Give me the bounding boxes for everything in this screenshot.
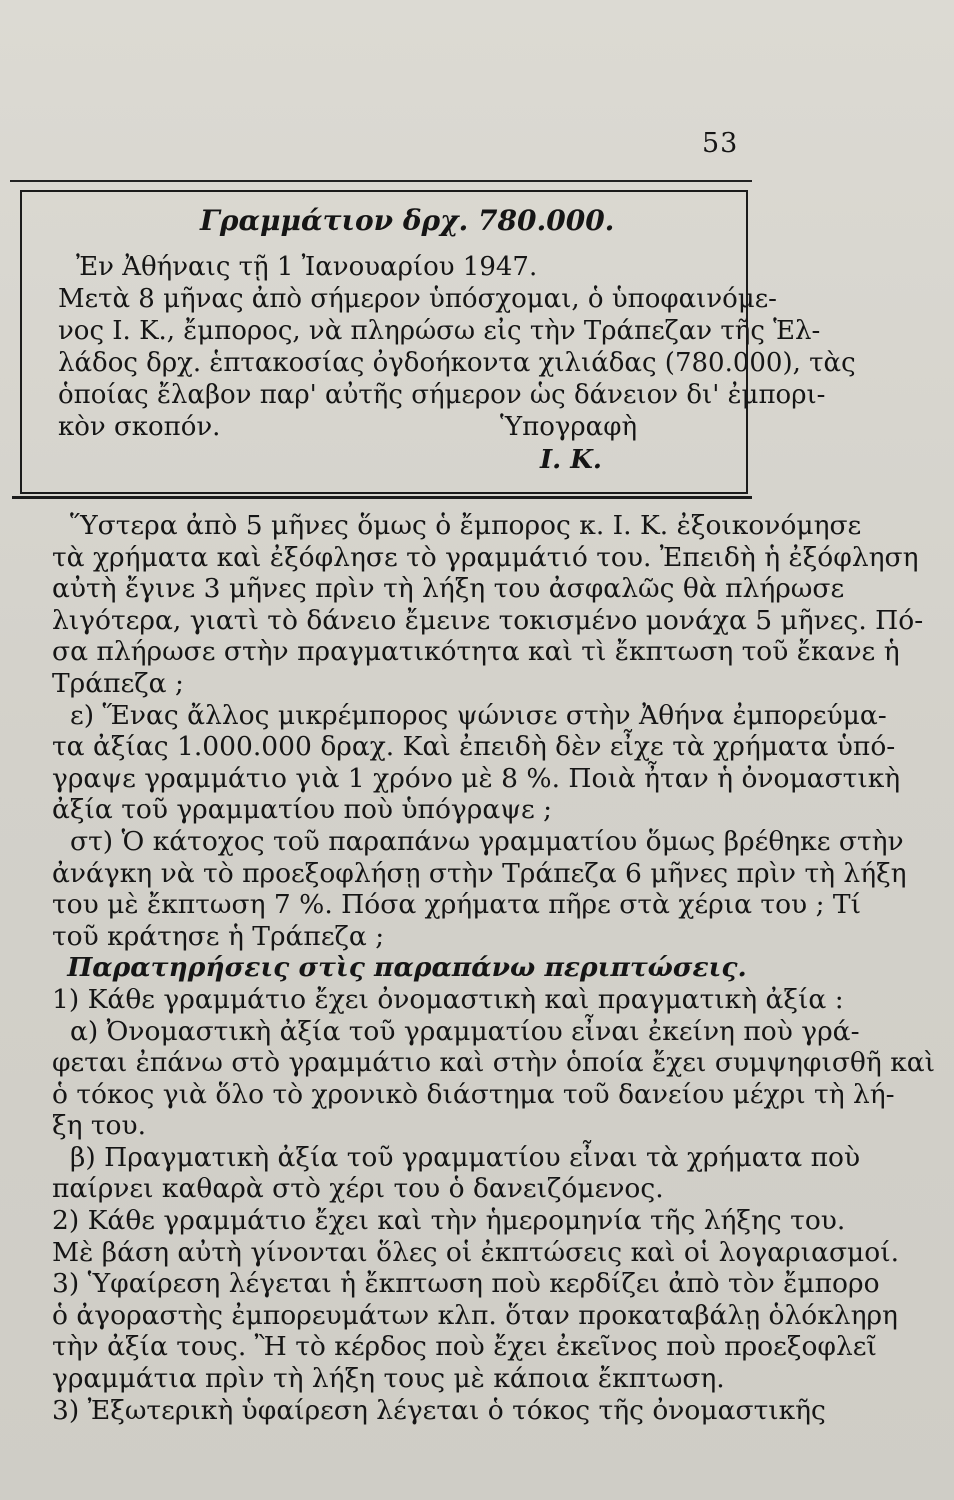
text-line: γραψε γραμμάτιο γιὰ 1 χρόνο μὲ 8 %. Ποιὰ ἦταν ἡ ὀνομαστικὴ bbox=[52, 762, 901, 794]
text-line: τὴν ἀξία τους. Ἢ τὸ κέρδος ποὺ ἔχει ἐκεῖνος ποὺ προεξοφλεῖ bbox=[52, 1331, 877, 1363]
promissory-note-title: Γραμμάτιον δρχ. 780.000. bbox=[200, 204, 615, 237]
text-line: α) Ὀνομαστικὴ ἀξία τοῦ γραμματίου εἶναι ἐκείνη ποὺ γρά- bbox=[70, 1015, 860, 1047]
text-line: ε) Ἕνας ἄλλος μικρέμπορος ψώνισε στὴν Ἀθήνα ἐμπορεύμα- bbox=[70, 699, 887, 731]
note-line: Μετὰ 8 μῆνας ἀπὸ σήμερον ὑπόσχομαι, ὁ ὑποφαινόμε- bbox=[58, 284, 777, 314]
body-text bbox=[52, 510, 936, 1426]
text-line: Τράπεζα ; bbox=[52, 667, 184, 699]
top-rule bbox=[10, 180, 752, 182]
bottom-rule bbox=[12, 496, 752, 499]
text-line: του μὲ ἔκπτωση 7 %. Πόσα χρήματα πῆρε στὰ χέρια του ; Τί bbox=[52, 889, 862, 921]
text-line: τα ἀξίας 1.000.000 δραχ. Καὶ ἐπειδὴ δὲν εἶχε τὰ χρήματα ὑπό- bbox=[52, 731, 896, 763]
text-line: αὐτὴ ἔγινε 3 μῆνες πρὶν τὴ λήξη του ἀσφαλῶς θὰ πλήρωσε bbox=[52, 573, 845, 605]
text-line: ἀξία τοῦ γραμματίου ποὺ ὑπόγραψε ; bbox=[52, 794, 553, 826]
text-line: τὰ χρήματα καὶ ἐξόφλησε τὸ γραμμάτιό του. Ἐπειδὴ ἡ ἐξόφληση bbox=[52, 541, 919, 573]
text-line: 3) Ὑφαίρεση λέγεται ἡ ἔκπτωση ποὺ κερδίζει ἀπὸ τὸν ἔμπορο bbox=[52, 1268, 880, 1300]
text-line: Ὕστερα ἀπὸ 5 μῆνες ὅμως ὁ ἔμπορος κ. Ι. Κ. ἐξοικονόμησε bbox=[70, 510, 862, 541]
text-line: σα πλήρωσε στὴν πραγματικότητα καὶ τὶ ἔκπτωση τοῦ ἔκανε ἡ bbox=[52, 636, 900, 668]
text-line: ὁ τόκος γιὰ ὅλο τὸ χρονικὸ διάστημα τοῦ δανείου μέχρι τὴ λή- bbox=[52, 1078, 895, 1110]
text-line: Μὲ βάση αὐτὴ γίνονται ὅλες οἱ ἐκπτώσεις καὶ οἱ λογαριασμοί. bbox=[52, 1236, 900, 1268]
text-line: γραμμάτια πρὶν τὴ λήξη τους μὲ κάποια ἔκπτωση. bbox=[52, 1363, 725, 1395]
note-line: νος Ι. Κ., ἔμπορος, νὰ πληρώσω εἰς τὴν Τράπεζαν τῆς Ἑλ- bbox=[58, 316, 821, 346]
text-line: παίρνει καθαρὰ στὸ χέρι του ὁ δανειζόμενος. bbox=[52, 1173, 664, 1205]
text-line: ἀνάγκη νὰ τὸ προεξοφλήσῃ στὴν Τράπεζα 6 μῆνες πρὶν τὴ λήξη bbox=[52, 857, 907, 889]
note-line: ὁποίας ἔλαβον παρ' αὐτῆς σήμερον ὡς δάνειον δι' ἐμπορι- bbox=[58, 380, 826, 410]
text-line: 2) Κάθε γραμμάτιο ἔχει καὶ τὴν ἡμερομηνία τῆς λήξης του. bbox=[52, 1205, 846, 1237]
text-line: ὁ ἀγοραστὴς ἐμπορευμάτων κλπ. ὅταν προκαταβάλῃ ὁλόκληρη bbox=[52, 1299, 898, 1331]
text-line: φεται ἐπάνω στὸ γραμμάτιο καὶ στὴν ὁποία ἔχει συμψηφισθῆ καὶ bbox=[52, 1047, 936, 1079]
section-heading: Παρατηρήσεις στὶς παραπάνω περιπτώσεις. bbox=[67, 952, 747, 984]
text-line: λιγότερα, γιατὶ τὸ δάνειο ἔμεινε τοκισμένο μονάχα 5 μῆνες. Πό- bbox=[52, 604, 924, 636]
text-line: 3) Ἐξωτερικὴ ὑφαίρεση λέγεται ὁ τόκος τῆς ὀνομαστικῆς bbox=[52, 1394, 826, 1426]
signature-label: Ὑπογραφὴ bbox=[500, 412, 638, 442]
text-line: στ) Ὁ κάτοχος τοῦ παραπάνω γραμματίου ὅμως βρέθηκε στὴν bbox=[70, 825, 904, 857]
note-line: λάδος δρχ. ἑπτακοσίας ὀγδοήκοντα χιλιάδας (780.000), τὰς bbox=[58, 348, 856, 378]
text-line: β) Πραγματικὴ ἀξία τοῦ γραμματίου εἶναι τὰ χρήματα ποὺ bbox=[70, 1141, 861, 1173]
text-line: 1) Κάθε γραμμάτιο ἔχει ὀνομαστικὴ καὶ πραγματικὴ ἀξία : bbox=[52, 983, 844, 1015]
text-line: ξη του. bbox=[52, 1110, 147, 1142]
text-line: τοῦ κράτησε ἡ Τράπεζα ; bbox=[52, 920, 385, 952]
page-number: 53 bbox=[702, 128, 739, 159]
note-line: Ἐν Ἀθήναις τῇ 1 Ἰανουαρίου 1947. bbox=[76, 252, 538, 282]
signature-name: Ι. Κ. bbox=[540, 445, 602, 475]
note-line: κὸν σκοπόν. bbox=[58, 412, 221, 442]
